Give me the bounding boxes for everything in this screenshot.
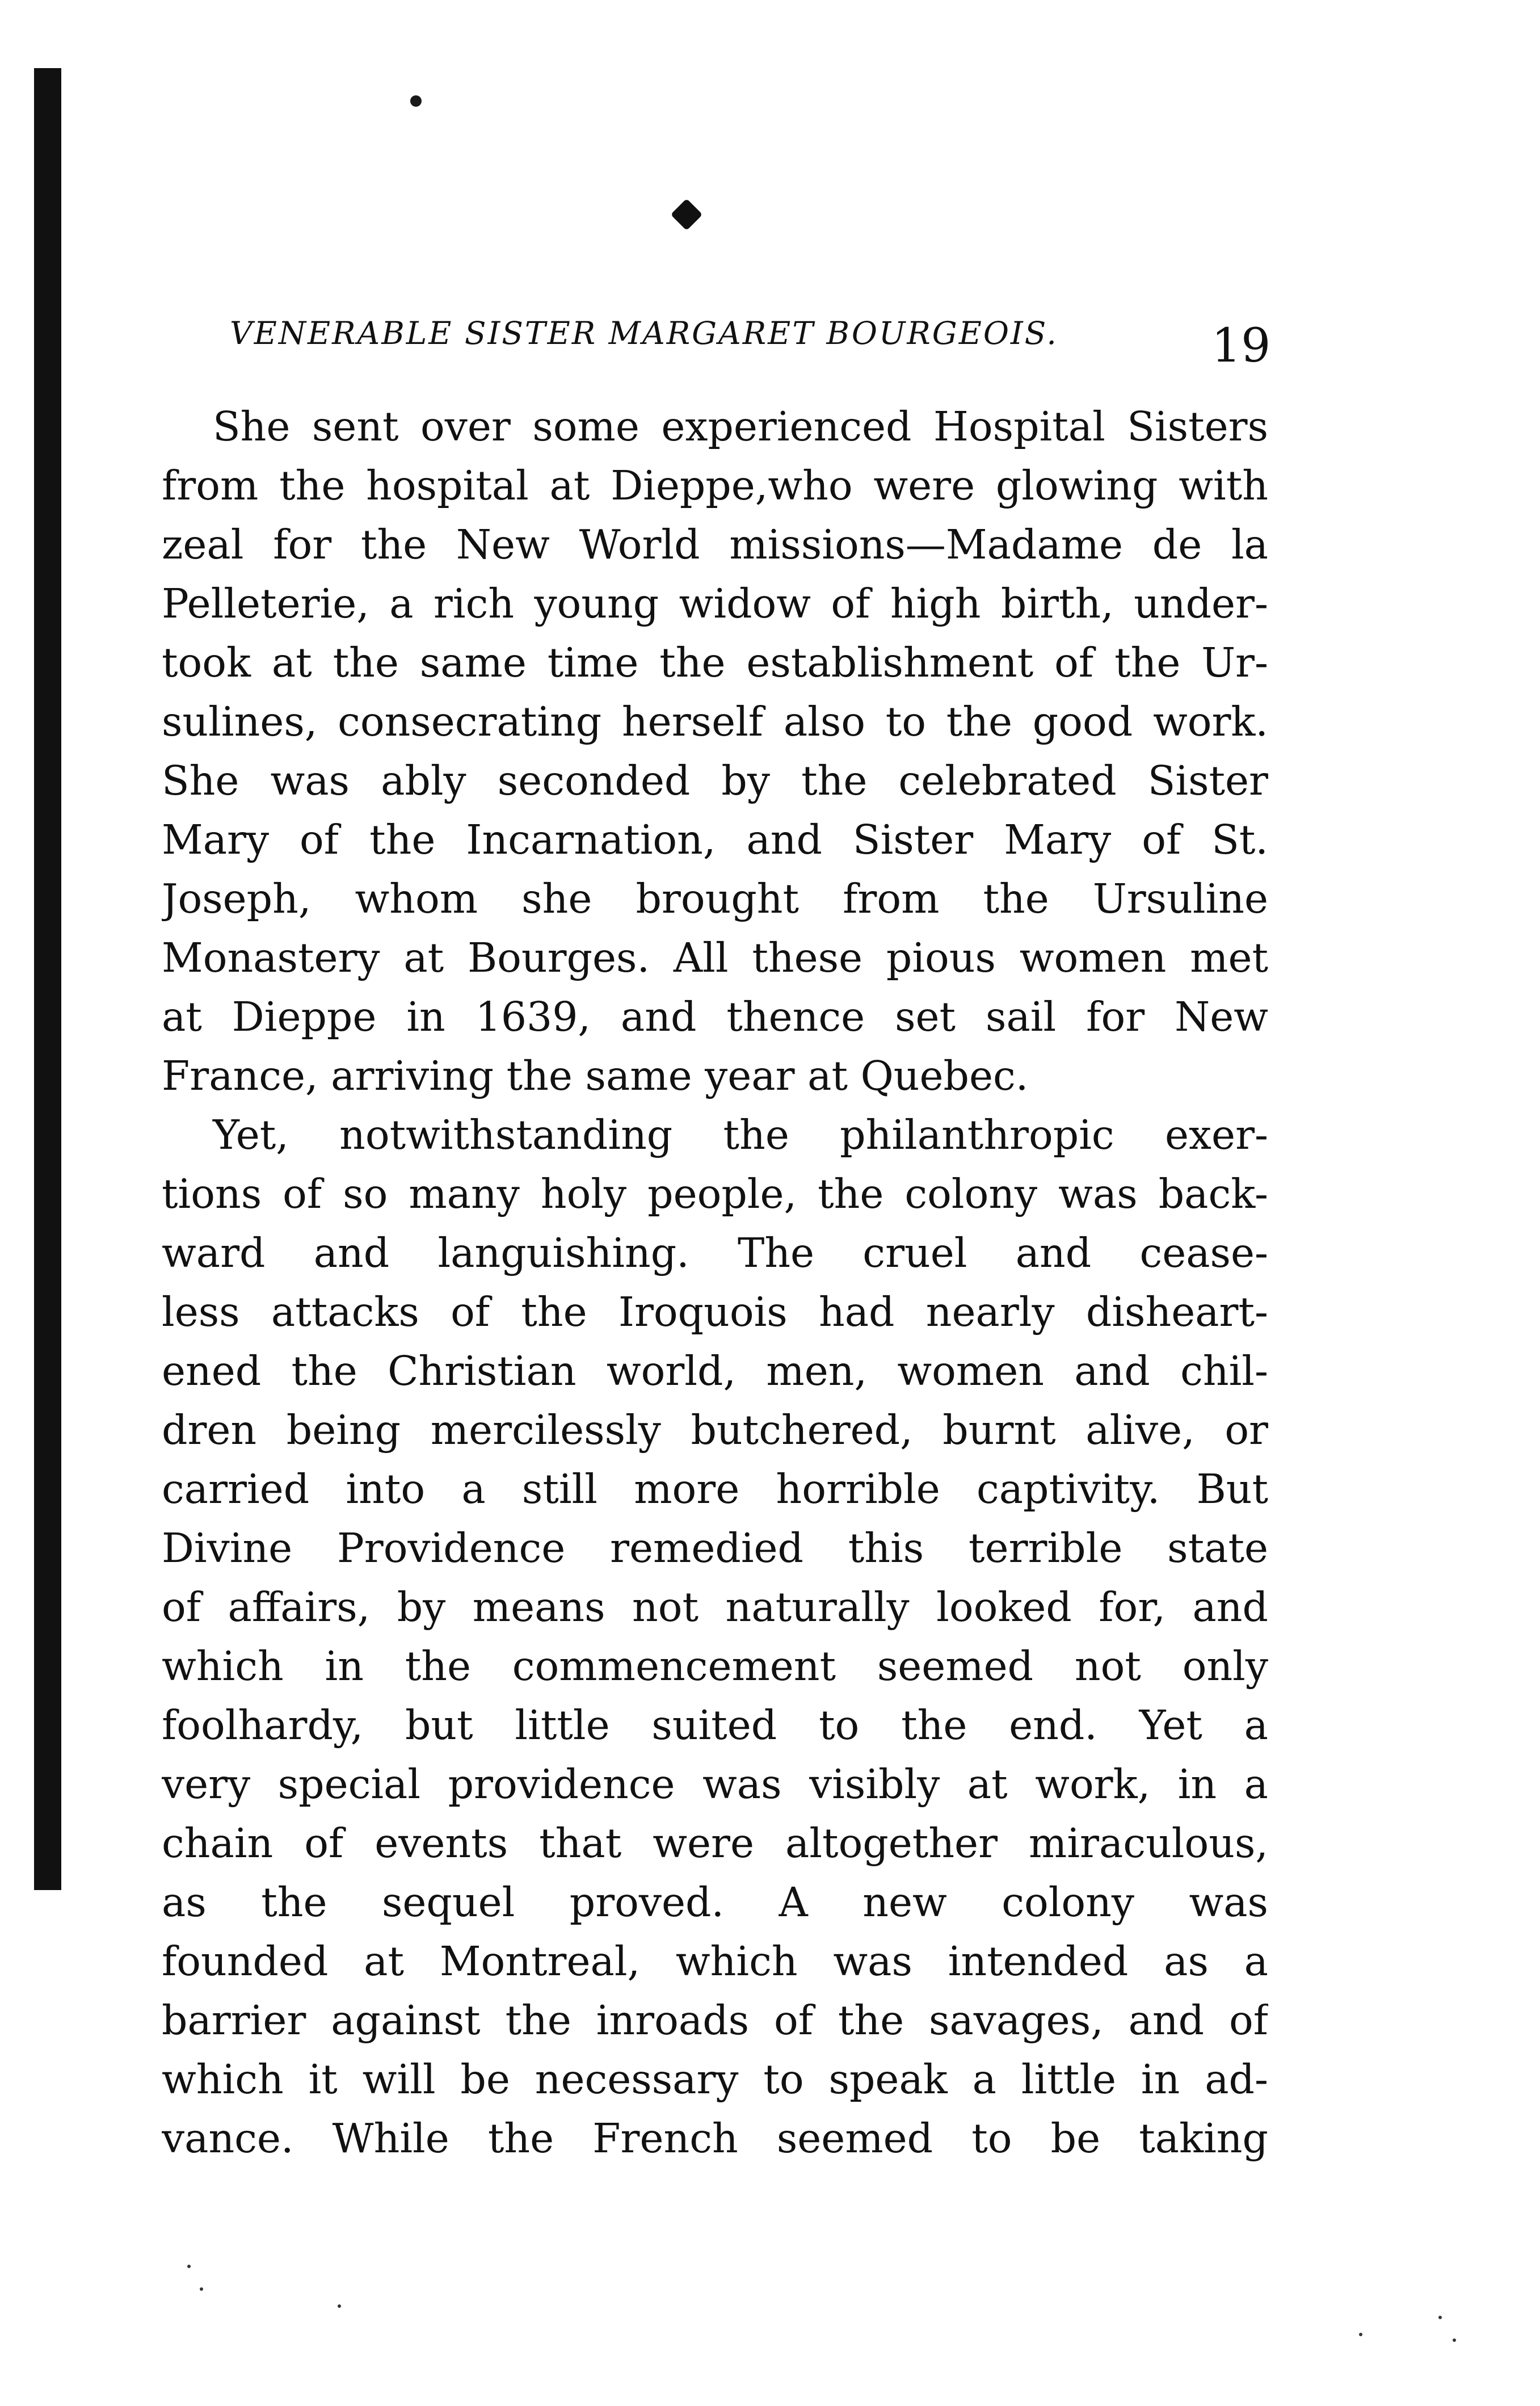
page-number: 19	[1211, 319, 1271, 373]
text-line: less attacks of the Iroquois had nearly disheart-	[162, 1288, 1268, 1336]
running-head: VENERABLE SISTER MARGARET BOURGEOIS.	[230, 315, 1058, 351]
text-line: Yet, notwithstanding the philanthropic exer-	[213, 1111, 1268, 1158]
scan-speck	[187, 2265, 191, 2268]
text-line: She sent over some experienced Hospital Sisters	[213, 403, 1268, 450]
text-line: zeal for the New World missions—Madame de la	[162, 521, 1268, 568]
text-line: carried into a still more horrible captivity. But	[162, 1466, 1268, 1513]
text-line: very special providence was visibly at work, in a	[162, 1761, 1268, 1808]
text-line: as the sequel proved. A new colony was	[162, 1879, 1268, 1926]
text-line: Divine Providence remedied this terrible state	[162, 1525, 1268, 1572]
text-line: tions of so many holy people, the colony was back-	[162, 1170, 1268, 1217]
text-line: barrier against the inroads of the savages, and of	[162, 1997, 1268, 2044]
text-line: sulines, consecrating herself also to the good work.	[162, 698, 1268, 745]
scan-speck	[200, 2287, 203, 2291]
scan-speck	[338, 2304, 341, 2308]
text-line: at Dieppe in 1639, and thence set sail for New	[162, 993, 1268, 1040]
body-text	[162, 397, 1268, 2168]
text-line: chain of events that were altogether miraculous,	[162, 1820, 1268, 1867]
text-line: Joseph, whom she brought from the Ursuline	[162, 875, 1268, 922]
text-line: foolhardy, but little suited to the end. Yet a	[162, 1702, 1268, 1749]
text-line: ened the Christian world, men, women and chil-	[162, 1347, 1268, 1395]
text-line: from the hospital at Dieppe,who were glowing with	[162, 462, 1268, 509]
text-line: Pelleterie, a rich young widow of high birth, under-	[162, 580, 1268, 627]
scan-speck	[1453, 2338, 1456, 2342]
text-line: founded at Montreal, which was intended as a	[162, 1938, 1268, 1985]
ornament-mark	[671, 199, 703, 231]
text-line: which in the commencement seemed not only	[162, 1643, 1268, 1690]
text-line: ward and languishing. The cruel and cease-	[162, 1229, 1268, 1277]
scan-dot	[410, 95, 422, 107]
text-line: She was ably seconded by the celebrated Sister	[162, 757, 1268, 804]
text-line: which it will be necessary to speak a little in ad-	[162, 2056, 1268, 2103]
text-line: dren being mercilessly butchered, burnt alive, or	[162, 1406, 1268, 1454]
text-line: France, arriving the same year at Quebec.	[162, 1052, 1029, 1099]
binding-shadow	[34, 68, 61, 1890]
scan-speck	[1438, 2316, 1442, 2319]
text-line: Mary of the Incarnation, and Sister Mary of St.	[162, 816, 1268, 863]
text-line: of affairs, by means not naturally looked for, and	[162, 1584, 1268, 1631]
text-line: took at the same time the establishment of the Ur-	[162, 639, 1268, 686]
scan-speck	[1359, 2333, 1362, 2336]
text-line: vance. While the French seemed to be taking	[162, 2115, 1268, 2162]
text-line: Monastery at Bourges. All these pious women met	[162, 934, 1268, 981]
